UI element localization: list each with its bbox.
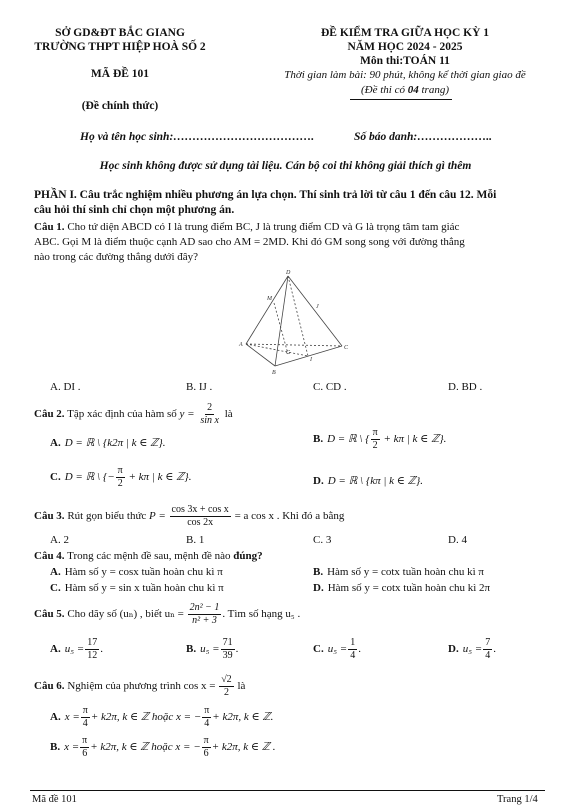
q5-b-pre: u₅ =	[200, 643, 220, 655]
q6-b-n2: π	[203, 734, 209, 746]
q4-a-text: Hàm số y = cosx tuần hoàn chu kì π	[64, 566, 223, 578]
q4-d-text: Hàm số y = cotx tuần hoàn chu kì 2π	[327, 582, 491, 594]
q2-stem	[34, 400, 233, 428]
q5-label: Câu 5.	[34, 608, 65, 620]
q5-d-frac	[483, 638, 492, 661]
q2-y: y =	[179, 408, 195, 420]
q2-a-key: A.	[50, 437, 61, 449]
q2-num: 2	[207, 401, 213, 413]
exam-time: Thời gian làm bài: 90 phút, không kể thời gian giao đề	[284, 69, 526, 81]
q2-den: sin x	[200, 414, 219, 426]
school-year: NĂM HỌC 2024 - 2025	[347, 41, 463, 53]
q5-text-post: . Tìm số hạng u₅ .	[222, 608, 301, 620]
q1-option-d: D. BD .	[448, 381, 483, 393]
q6-a-p1: x =	[64, 711, 80, 723]
q6-a-n2: π	[204, 704, 210, 716]
q2-b-key: B.	[313, 433, 324, 445]
q4-option-c	[50, 582, 224, 594]
q6-option-a	[50, 704, 273, 730]
q1-text-3: nào trong các đường thẳng dưới đây?	[34, 251, 199, 263]
q5-num: 2n² − 1	[189, 601, 220, 613]
q4-a-key: A.	[50, 566, 61, 578]
q4-option-d	[313, 582, 490, 594]
q6-a-d1: 4	[82, 717, 88, 729]
q5-a-frac	[85, 638, 99, 661]
q5-a-den: 12	[87, 649, 98, 661]
subject: Môn thi:TOÁN 11	[360, 55, 450, 67]
q6-b-frac2	[202, 736, 211, 759]
q2-label: Câu 2.	[34, 408, 65, 420]
tetrahedron-figure	[230, 268, 360, 380]
q4-option-b	[313, 566, 484, 578]
q6-text-pre: Nghiệm của phương trình cos x =	[67, 680, 216, 692]
q5-den: n² + 3	[192, 614, 217, 626]
q2-option-b	[313, 426, 446, 452]
q6-a-key: A.	[50, 711, 61, 723]
school-name: TRƯỜNG THPT HIỆP HOÀ SỐ 2	[34, 41, 206, 53]
q4-d-key: D.	[313, 582, 324, 594]
q6-stem	[34, 672, 245, 700]
q5-text-pre: Cho dãy số (uₙ) , biết uₙ =	[67, 608, 184, 620]
q4-b-key: B.	[313, 566, 324, 578]
q6-b-d2: 6	[203, 747, 209, 759]
q1-option-c: C. CD .	[313, 381, 347, 393]
school-dept: SỞ GD&ĐT BẮC GIANG	[55, 27, 185, 39]
label-B: B	[272, 370, 276, 376]
footer-rule	[30, 790, 545, 791]
q5-d-key: D.	[448, 643, 459, 655]
q6-b-key: B.	[50, 741, 61, 753]
q2-c-frac	[116, 466, 125, 489]
q6-fraction	[219, 675, 234, 698]
part1-title-line1: PHẦN I. Câu trắc nghiệm nhiều phương án lựa chọn. Thí sinh trả lời từ câu 1 đến câu 12. Mỗi	[34, 189, 497, 201]
q5-d-num: 7	[485, 636, 491, 648]
q3-option-a: A. 2	[50, 534, 69, 546]
q6-b-p1: x =	[64, 741, 80, 753]
q2-c-post: + kπ | k ∈ ℤ}.	[125, 471, 192, 483]
q2-c-den: 2	[117, 477, 123, 489]
exam-code: MÃ ĐỀ 101	[90, 68, 150, 80]
q1-option-b: B. IJ .	[186, 381, 213, 393]
q6-a-p3: + k2π, k ∈ ℤ.	[212, 711, 274, 723]
q3-p: P =	[149, 510, 166, 522]
q4-c-text: Hàm số y = sin x tuần hoàn chu kì π	[64, 582, 224, 594]
label-A: A	[239, 342, 243, 348]
q5-b-frac	[221, 638, 235, 661]
page-count-suffix: trang)	[418, 84, 449, 96]
q5-option-c: C. u₅ = $\frac{1}{4}$ .	[313, 636, 361, 661]
q5-c-key: C.	[313, 643, 324, 655]
official-label: (Đề chính thức)	[81, 100, 159, 112]
q3-option-b: B. 1	[186, 534, 205, 546]
q2-b-pre: D = ℝ \ {	[327, 433, 370, 445]
q5-a-num: 17	[87, 636, 98, 648]
student-name-field: Họ và tên học sinh:……………………………….	[80, 131, 315, 143]
q3-option-d: D. 4	[448, 534, 467, 546]
q5-stem	[34, 600, 300, 628]
q3-text-post: = a cos x . Khi đó a bằng	[231, 510, 345, 522]
q3-num: cos 3x + cos x	[171, 503, 229, 515]
q2-d-key: D.	[313, 475, 324, 487]
label-M: M	[267, 296, 272, 302]
q2-b-num: π	[372, 426, 378, 438]
page-count-prefix: (Đề thi có	[361, 84, 408, 96]
q2-option-d	[313, 474, 423, 487]
q6-b-p3: + k2π, k ∈ ℤ .	[211, 741, 276, 753]
q6-den: 2	[223, 686, 229, 698]
q2-a-text: D = ℝ \ {k2π | k ∈ ℤ}.	[64, 437, 166, 449]
q3-option-c: C. 3	[313, 534, 332, 546]
q3-fraction	[170, 505, 231, 528]
page-count-underline	[350, 99, 452, 100]
q4-text: Trong các mệnh đề sau, mệnh đề nào	[67, 550, 234, 562]
q6-a-frac1	[81, 706, 90, 729]
q5-option-b: B. u₅ = $\frac{71}{39}$ .	[186, 636, 239, 661]
q2-text-pre: Tập xác định của hàm số	[67, 408, 180, 420]
exam-title: ĐỀ KIỂM TRA GIỮA HỌC KỲ 1	[320, 27, 490, 39]
q2-c-key: C.	[50, 471, 61, 483]
q6-a-frac2	[202, 706, 211, 729]
q4-c-key: C.	[50, 582, 61, 594]
q2-fraction	[198, 403, 221, 426]
q5-c-num: 1	[350, 636, 356, 648]
q5-d-den: 4	[485, 649, 491, 661]
q4-stem	[34, 550, 263, 562]
q2-option-c	[50, 464, 191, 490]
q3-stem	[34, 502, 344, 530]
label-G: G	[286, 350, 291, 356]
page-count-number: 04	[407, 84, 419, 96]
q6-b-d1: 6	[82, 747, 88, 759]
page-count	[270, 84, 540, 96]
q5-d-pre: u₅ =	[462, 643, 483, 655]
q1-label: Câu 1.	[34, 221, 65, 233]
q5-option-d: D. u₅ = $\frac{7}{4}$ .	[448, 636, 496, 661]
q6-option-b	[50, 734, 275, 760]
q6-b-frac1	[80, 736, 89, 759]
q5-b-num: 71	[222, 636, 233, 648]
student-id-field: Số báo danh:………………..	[354, 131, 493, 143]
q6-text-post: là	[234, 680, 246, 692]
q5-c-pre: u₅ =	[327, 643, 348, 655]
q5-c-den: 4	[350, 649, 356, 661]
q1-text-1: Cho tứ diện ABCD có I là trung điểm BC, J là trung điểm CD và G là trọng tâm tam giác	[67, 221, 460, 233]
notice: Học sinh không được sử dụng tài liệu. Cán bộ coi thi không giải thích gì thêm	[99, 160, 472, 172]
q1-option-a: A. DI .	[50, 381, 81, 393]
q2-d-text: D = ℝ \ {kπ | k ∈ ℤ}.	[327, 475, 424, 487]
q2-option-a	[50, 436, 166, 449]
label-D: D	[286, 270, 291, 276]
q5-a-pre: u₅ =	[64, 643, 85, 655]
label-C: C	[344, 345, 349, 351]
q6-label: Câu 6.	[34, 680, 65, 692]
footer-code: Mã đề 101	[32, 794, 77, 805]
q6-a-p2: + k2π, k ∈ ℤ hoặc x = −	[90, 711, 202, 723]
label-I: I	[310, 357, 312, 363]
q2-c-num: π	[117, 464, 123, 476]
q1-line1	[34, 221, 459, 233]
q2-text-post: là	[221, 408, 233, 420]
q2-b-frac	[371, 428, 380, 451]
q6-num: √2	[221, 673, 232, 685]
q5-b-key: B.	[186, 643, 197, 655]
q4-option-a	[50, 566, 223, 578]
q5-b-den: 39	[222, 649, 233, 661]
q6-b-p2: + k2π, k ∈ ℤ hoặc x = −	[90, 741, 201, 753]
q5-option-a: A. u₅ = $\frac{17}{12}$ .	[50, 636, 103, 661]
q4-b-text: Hàm số y = cotx tuần hoàn chu kì π	[327, 566, 484, 578]
q2-b-den: 2	[372, 439, 378, 451]
q3-text-pre: Rút gọn biểu thức	[67, 510, 150, 522]
q6-b-n1: π	[82, 734, 88, 746]
q3-label: Câu 3.	[34, 510, 65, 522]
q4-emph: đúng?	[233, 550, 263, 562]
q3-den: cos 2x	[187, 516, 214, 528]
q6-a-d2: 4	[204, 717, 210, 729]
q2-c-pre: D = ℝ \ {−	[64, 471, 115, 483]
q6-a-n1: π	[82, 704, 88, 716]
part1-title-line2: câu hỏi thí sinh chỉ chọn một phương án.	[34, 204, 235, 216]
q1-text-2: ABC. Gọi M là điểm thuộc cạnh AD sao cho AM = 2MD. Khi đó GM song song với đường thẳng	[34, 236, 465, 248]
q2-b-post: + kπ | k ∈ ℤ}.	[380, 433, 447, 445]
footer-page: Trang 1/4	[497, 794, 538, 805]
q5-fraction	[188, 603, 222, 626]
q4-label: Câu 4.	[34, 550, 65, 562]
label-J: J	[316, 304, 319, 310]
q5-c-frac	[348, 638, 357, 661]
q5-a-key: A.	[50, 643, 61, 655]
